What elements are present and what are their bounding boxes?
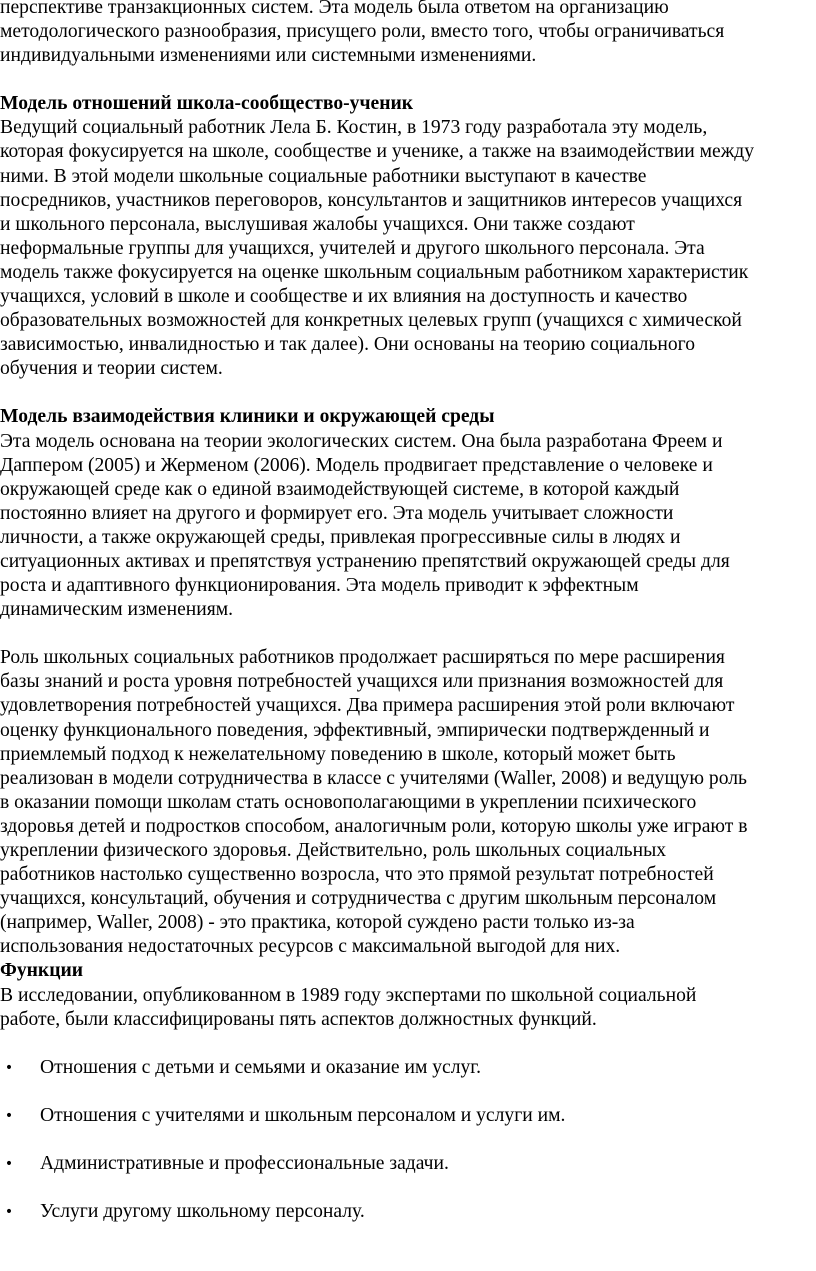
list-item [0,1056,816,1080]
bullet-icon: • [4,1059,14,1076]
section-paragraph-clinic-environment: Эта модель основана на теории экологических систем. Она была разработана Фреем и Даппером (2005) и Жерменом (2006). Модель продвигает представление о человеке и окружающей среде как о единой взаимодействующей системе, в которой каждый постоянно влияет на другого и формирует его. Эта модель учитывает сложности личности, а также окружающей среды, привлекая прогрессивные силы в людях и ситуационных активах и препятствуя устранению препятствий окружающей среды для роста и адаптивного функционирования. Эта модель приводит к эффектным динамическим изменениям. [0,430,730,621]
section-heading-functions: Функции [0,960,84,982]
list-item-text: Услуги другому школьному персоналу. [40,1200,365,1222]
section-heading-school-community-student: Модель отношений школа-сообщество-ученик [0,93,414,115]
bullet-icon: • [4,1203,14,1220]
bullet-icon: • [4,1107,14,1124]
spacer [0,68,816,92]
list-item-text: Отношения с детьми и семьями и оказание им услуг. [40,1056,482,1078]
functions-paragraph: В исследовании, опубликованном в 1989 году экспертами по школьной социальной работе, были классифицированы пять аспектов должностных функций. [0,984,697,1030]
list-item [0,1152,816,1176]
section-paragraph-school-community-student: Ведущий социальный работник Лела Б. Костин, в 1973 году разработала эту модель, которая фокусируется на школе, сообществе и ученике, а также на взаимодействии между ними. В этой модели школьные социальные работники выступают в качестве посредников, участников переговоров, консультантов и защитников интересов учащихся и школьного персонала, выслушивая жалобы учащихся. Они также создают неформальные группы для учащихся, учителей и другого школьного персонала. Эта модель также фокусируется на оценке школьным социальным работником характеристик учащихся, условий в школе и сообществе и их влияния на доступность и качество образовательных возможностей для конкретных целевых групп (учащихся с химической зависимостью, инвалидностью и так далее). Они основаны на теорию социального обучения и теории систем. [0,117,755,380]
list-item [0,1200,816,1224]
list-item-text: Отношения с учителями и школьным персоналом и услуги им. [40,1104,566,1126]
role-paragraph: Роль школьных социальных работников продолжает расширяться по мере расширения базы знаний и роста уровня потребностей учащихся или признания возможностей для удовлетворения потребностей учащихся. Два примера расширения этой роли включают оценку функционального поведения, эффективный, эмпирически подтвержденный и приемлемый подход к нежелательному поведению в школе, который может быть реализован в модели сотрудничества в классе с учителями (Waller, 2008) и ведущую роль в оказании помощи школам стать основополагающими в укреплении психического здоровья детей и подростков способом, аналогичным роли, которую школы уже играют в укреплении физического здоровья. Действительно, роль школьных социальных работников настолько существенно возросла, что это прямой результат потребностей учащихся, консультаций, обучения и сотрудничества с другим школьным персоналом (например, Waller, 2008) - это практика, которой суждено расти только из-за использования недостаточных ресурсов с максимальной выгодой для них. [0,647,748,958]
bullet-icon: • [4,1155,14,1172]
list-item-text: Административные и профессиональные задачи. [40,1152,449,1174]
section-heading-clinic-environment: Модель взаимодействия клиники и окружающей среды [0,406,495,428]
spacer [0,622,816,646]
functions-list [0,1056,816,1224]
spacer [0,381,816,405]
intro-paragraph: перспективе транзакционных систем. Эта модель была ответом на организацию методологического разнообразия, присущего роли, вместо того, чтобы ограничиваться индивидуальными изменениями или системными изменениями. [0,0,725,67]
list-item [0,1104,816,1128]
